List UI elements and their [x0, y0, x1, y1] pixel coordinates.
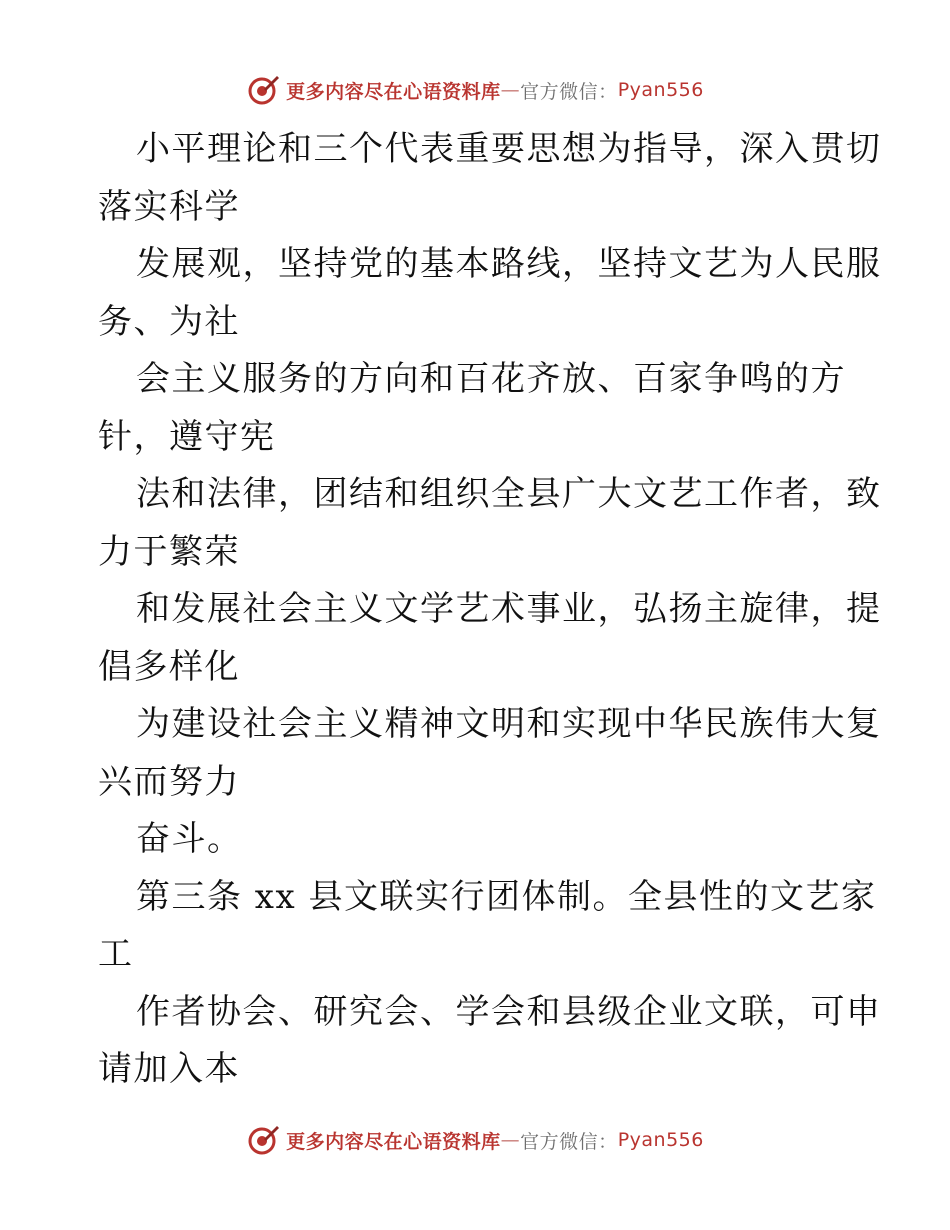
header-watermark [0, 70, 950, 110]
body-line: 工 [98, 934, 134, 974]
watermark-wechat-id: Pyan556 [617, 1129, 704, 1151]
body-line: 第三条 xx 县文联实行团体制。全县性的文艺家 [136, 876, 877, 917]
body-line: 法和法律，团结和组织全县广大文艺工作者，致 [136, 474, 882, 514]
body-line: 兴而努力 [98, 761, 240, 802]
watermark-dash: — [500, 79, 521, 101]
body-line: 力于繁荣 [98, 531, 240, 572]
watermark-text [286, 1127, 704, 1154]
watermark-wechat-id: Pyan556 [617, 79, 704, 101]
pen-logo-icon [246, 73, 280, 107]
body-line: 为建设社会主义精神文明和实现中华民族伟大复 [136, 704, 882, 744]
watermark-text [286, 77, 704, 104]
body-line: 发展观，坚持党的基本路线，坚持文艺为人民服 [136, 244, 882, 284]
body-line: 奋斗。 [136, 819, 243, 859]
pen-logo-icon [246, 1123, 280, 1157]
body-line: 作者协会、研究会、学会和县级企业文联，可申 [136, 991, 882, 1032]
document-body [98, 121, 882, 1099]
body-line: 落实科学 [98, 186, 240, 227]
watermark-site: 更多内容尽在心语资料库 [286, 80, 501, 103]
body-line: 请加入本 [98, 1049, 240, 1089]
watermark-dash: — [500, 1129, 521, 1151]
footer-watermark [0, 1120, 950, 1160]
body-line: 会主义服务的方向和百花齐放、百家争鸣的方 [136, 359, 846, 399]
watermark-site: 更多内容尽在心语资料库 [286, 1130, 501, 1153]
body-line: 小平理论和三个代表重要思想为指导，深入贯切 [136, 129, 882, 169]
body-line: 倡多样化 [98, 646, 240, 687]
body-line: 务、为社 [98, 301, 240, 342]
body-line: 和发展社会主义文学艺术事业，弘扬主旋律，提 [136, 589, 882, 629]
watermark-wechat-label: 官方微信： [520, 1130, 618, 1153]
body-line: 针，遵守宪 [98, 416, 276, 457]
watermark-wechat-label: 官方微信： [520, 80, 618, 103]
